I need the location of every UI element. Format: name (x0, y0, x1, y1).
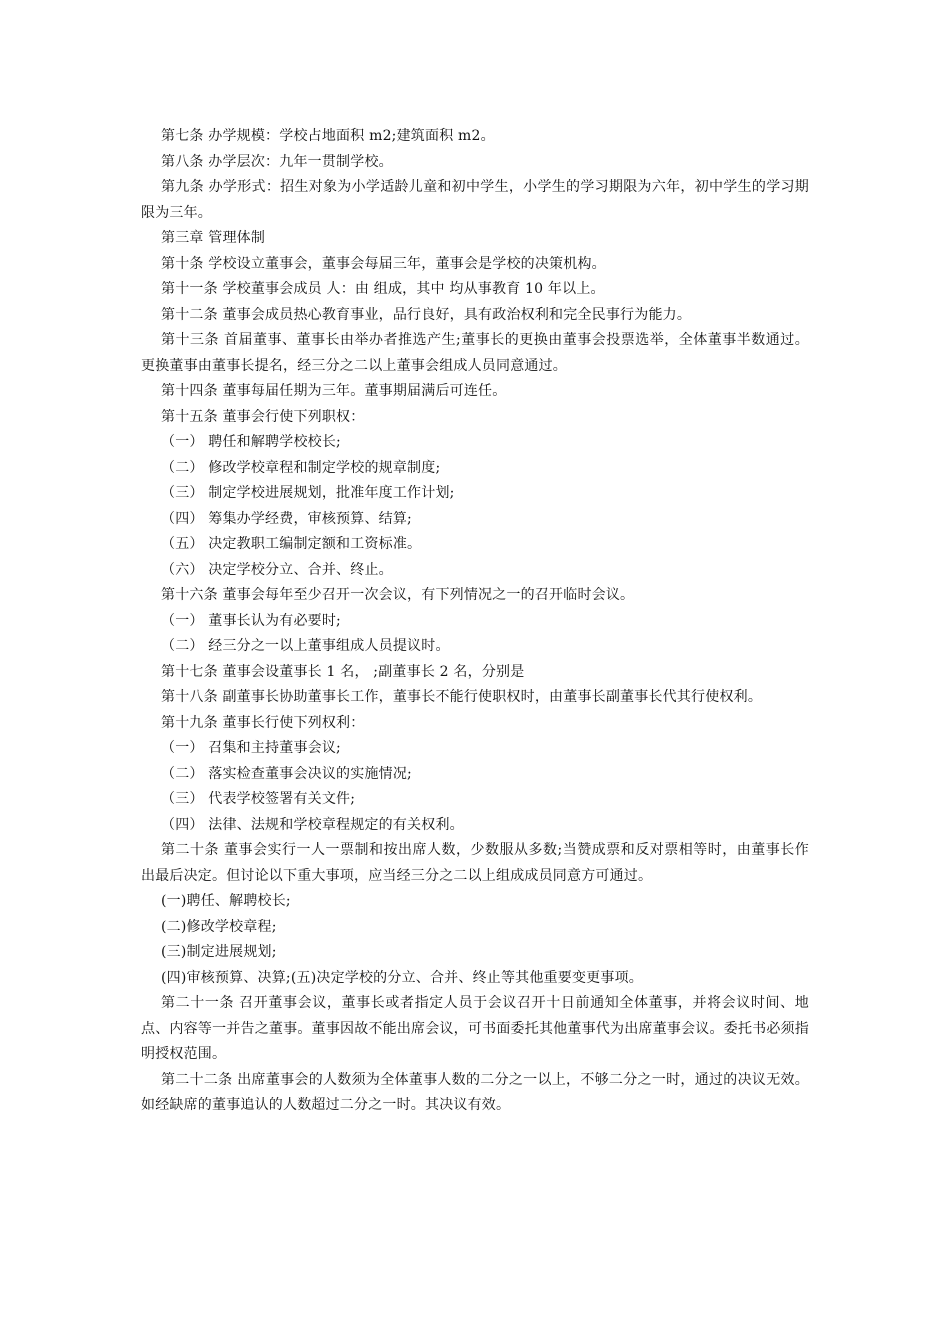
article-19-item-1: （一） 召集和主持董事会议; (161, 740, 341, 756)
article-15-item-1: （一） 聘任和解聘学校校长; (161, 434, 341, 450)
article-13: 第十三条 首届董事、董事长由举办者推选产生;董事长的更换由董事会投票选举，全体董事半数通过。更换董事由董事长提名，经三分之二以上董事会组成人员同意通过。 (141, 332, 809, 374)
article-17: 第十七条 董事会设董事长 1 名， ;副董事长 2 名，分别是 (161, 663, 525, 680)
article-18: 第十八条 副董事长协助董事长工作，董事长不能行使职权时，由董事长副董事长代其行使权利。 (161, 689, 763, 705)
article-20-item-4-5: (四)审核预算、决算;(五)决定学校的分立、合并、终止等其他重要变更事项。 (161, 969, 643, 986)
article-15-item-4: （四） 筹集办学经费，审核预算、结算; (161, 510, 412, 527)
article-15-item-5: （五） 决定教职工编制定额和工资标准。 (161, 536, 422, 552)
article-16-item-1: （一） 董事长认为有必要时; (161, 612, 341, 629)
article-19: 第十九条 董事长行使下列权利： (161, 714, 365, 731)
article-19-item-2: （二） 落实检查董事会决议的实施情况; (161, 765, 412, 782)
article-9: 第九条 办学形式：招生对象为小学适龄儿童和初中学生，小学生的学习期限为六年，初中学生的学习期限为三年。 (141, 179, 809, 221)
article-7: 第七条 办学规模：学校占地面积 m2;建筑面积 m2。 (161, 128, 495, 144)
article-15: 第十五条 董事会行使下列职权： (161, 408, 365, 425)
article-16: 第十六条 董事会每年至少召开一次会议，有下列情况之一的召开临时会议。 (161, 587, 635, 603)
article-14: 第十四条 董事每届任期为三年。董事期届满后可连任。 (161, 383, 507, 399)
article-20-item-1: (一)聘任、解聘校长; (161, 893, 291, 909)
article-12: 第十二条 董事会成员热心教育事业，品行良好，具有政治权利和完全民事行为能力。 (161, 306, 692, 323)
article-20-item-2: (二)修改学校章程; (161, 918, 277, 935)
article-15-item-3: （三） 制定学校进展规划，批准年度工作计划; (161, 485, 455, 501)
article-16-item-2: （二） 经三分之一以上董事组成人员提议时。 (161, 638, 450, 654)
article-20-item-3: (三)制定进展规划; (161, 944, 277, 960)
article-22: 第二十二条 出席董事会的人数须为全体董事人数的二分之一以上，不够二分之一时，通过的决议无效。如经缺席的董事追认的人数超过二分之一时。其决议有效。 (141, 1071, 809, 1113)
article-15-item-2: （二） 修改学校章程和制定学校的规章制度; (161, 459, 441, 476)
article-11: 第十一条 学校董事会成员 人：由 组成，其中 均从事教育 10 年以上。 (161, 281, 605, 297)
chapter-3-heading: 第三章 管理体制 (161, 230, 266, 246)
article-21: 第二十一条 召开董事会议，董事长或者指定人员于会议召开十日前通知全体董事，并将会议时间、地点、内容等一并告之董事。董事因故不能出席会议，可书面委托其他董事代为出席董事会议。委托书必须指明授权范围。 (141, 995, 809, 1062)
article-19-item-4: （四） 法律、法规和学校章程规定的有关权利。 (161, 816, 464, 833)
article-10: 第十条 学校设立董事会，董事会每届三年，董事会是学校的决策机构。 (161, 255, 606, 272)
article-15-item-6: （六） 决定学校分立、合并、终止。 (161, 561, 393, 578)
article-19-item-3: （三） 代表学校签署有关文件; (161, 791, 356, 807)
article-8: 第八条 办学层次：九年一贯制学校。 (161, 153, 393, 170)
document-body (141, 124, 809, 1119)
article-20: 第二十条 董事会实行一人一票制和按出席人数，少数服从多数;当赞成票和反对票相等时，由董事长作出最后决定。但讨论以下重大事项，应当经三分之二以上组成成员同意方可通过。 (141, 842, 809, 884)
